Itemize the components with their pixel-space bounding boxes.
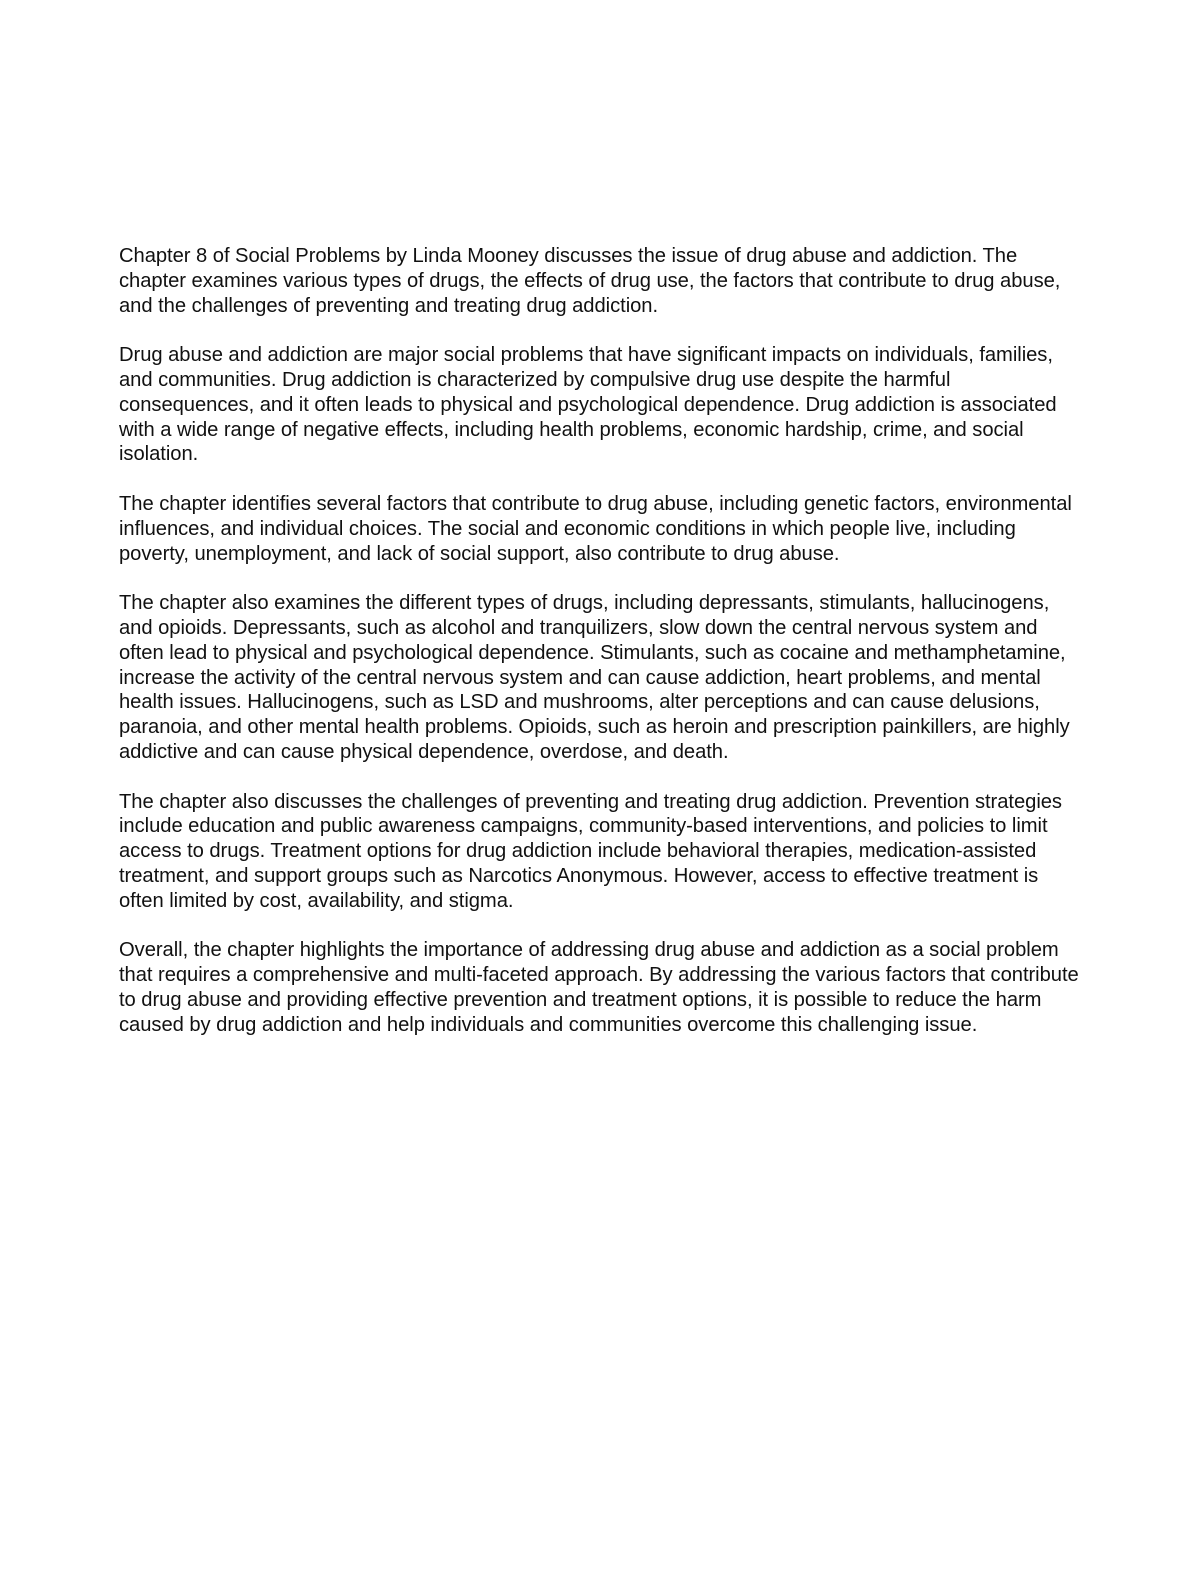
paragraph-drug-types: The chapter also examines the different types of drugs, including depressants, stimulants, hallucinogens, and opioids. Depressants, such as alcohol and tranquilizers, slow down the central nervous system and often lead to physical and psychological dependence. Stimulants, such as cocaine and methamphetamine, increase the activity of the central nervous system and can cause addiction, heart problems, and mental health issues. Hallucinogens, such as LSD and mushrooms, alter perceptions and can cause delusions, paranoia, and other mental health problems. Opioids, such as heroin and prescription painkillers, are highly addictive and can cause physical dependence, overdose, and death. [119, 592, 1070, 763]
paragraph-intro: Chapter 8 of Social Problems by Linda Mooney discusses the issue of drug abuse and addiction. The chapter examines various types of drugs, the effects of drug use, the factors that contribute to drug abuse, and the challenges of preventing and treating drug addiction. [119, 245, 1061, 317]
paragraph-impacts: Drug abuse and addiction are major social problems that have significant impacts on individuals, families, and communities. Drug addiction is characterized by compulsive drug use despite the harmful consequences, and it often leads to physical and psychological dependence. Drug addiction is associated with a wide range of negative effects, including health problems, economic hardship, crime, and social isolation. [119, 344, 1057, 466]
document-body [119, 244, 1084, 1062]
paragraph-conclusion: Overall, the chapter highlights the importance of addressing drug abuse and addiction as a social problem that requires a comprehensive and multi-faceted approach. By addressing the various factors that contribute to drug abuse and providing effective prevention and treatment options, it is possible to reduce the harm caused by drug addiction and help individuals and communities overcome this challenging issue. [119, 939, 1079, 1036]
paragraph-prevention-treatment: The chapter also discusses the challenges of preventing and treating drug addiction. Prevention strategies include education and public awareness campaigns, community-based interventions, and policies to limit access to drugs. Treatment options for drug addiction include behavioral therapies, medication-assisted treatment, and support groups such as Narcotics Anonymous. However, access to effective treatment is often limited by cost, availability, and stigma. [119, 790, 1062, 912]
paragraph-factors: The chapter identifies several factors that contribute to drug abuse, including genetic factors, environmental influences, and individual choices. The social and economic conditions in which people live, including poverty, unemployment, and lack of social support, also contribute to drug abuse. [119, 492, 1072, 565]
